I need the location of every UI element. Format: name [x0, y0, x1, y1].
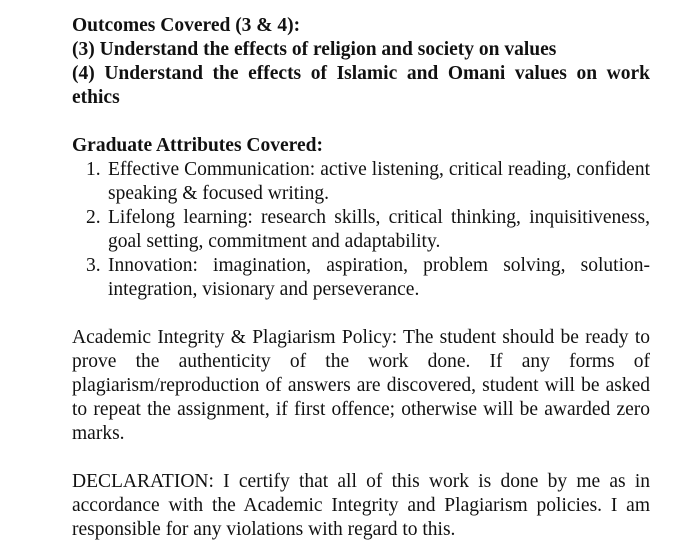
outcome-item-4: (4) Understand the effects of Islamic and Omani values on work ethics	[72, 63, 650, 108]
attributes-heading: Graduate Attributes Covered:	[72, 135, 323, 156]
attributes-list	[72, 158, 650, 302]
outcome-item-3: (3) Understand the effects of religion and society on values	[72, 39, 557, 60]
document-page	[72, 14, 650, 542]
list-item-text: Effective Communication: active listening, critical reading, confident speaking & focused writing.	[108, 159, 650, 204]
spacer	[72, 302, 650, 326]
list-item	[72, 158, 650, 206]
list-item-number: 1.	[86, 159, 101, 180]
integrity-policy-paragraph: Academic Integrity & Plagiarism Policy: The student should be ready to prove the authenticity of the work done. If any forms of plagiarism/reproduction of answers are discovered, student will be asked to repeat the assignment, if first offence; otherwise will be awarded zero marks.	[72, 327, 650, 444]
list-item-text: Innovation: imagination, aspiration, problem solving, solution-integration, visionary and perseverance.	[108, 255, 650, 300]
spacer	[72, 446, 650, 470]
outcomes-heading: Outcomes Covered (3 & 4):	[72, 15, 301, 36]
spacer	[72, 110, 650, 134]
declaration-paragraph: DECLARATION: I certify that all of this work is done by me as in accordance with the Academic Integrity and Plagiarism policies. I am responsible for any violations with regard to this.	[72, 471, 650, 540]
list-item	[72, 254, 650, 302]
list-item-number: 3.	[86, 255, 101, 276]
list-item	[72, 206, 650, 254]
list-item-text: Lifelong learning: research skills, critical thinking, inquisitiveness, goal setting, commitment and adaptability.	[108, 207, 650, 252]
list-item-number: 2.	[86, 207, 101, 228]
